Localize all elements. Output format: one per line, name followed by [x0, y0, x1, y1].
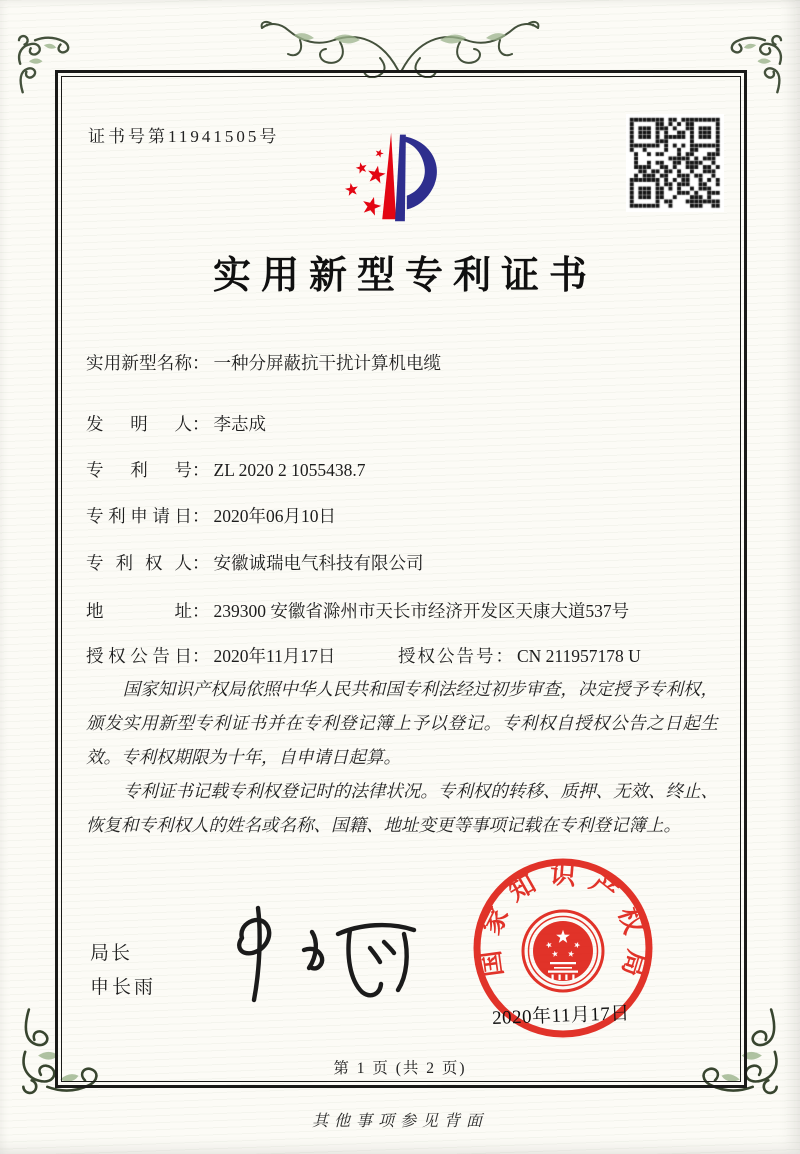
- field-value: CN 211957178 U: [517, 646, 641, 666]
- field-label: 专利申请日: [86, 506, 192, 526]
- certificate-title: 实用新型专利证书: [212, 255, 597, 297]
- field-row-patentee: [86, 550, 726, 576]
- field-label: 专利权人: [86, 553, 192, 573]
- field-value: 2020年06月10日: [213, 506, 336, 526]
- field-value: ZL 2020 2 1055438.7: [213, 460, 366, 480]
- field-colon: ：: [192, 553, 210, 573]
- field-colon: ：: [192, 646, 210, 666]
- seal-ring-text: 国家知识产权局: [474, 859, 652, 992]
- field-value: 李志成: [213, 414, 266, 434]
- seal-date: 2020年11月17日: [491, 1003, 631, 1029]
- legal-paragraph: 国家知识产权局依照中华人民共和国专利法经过初步审查，决定授予专利权，颁发实用新型专利证书并在专利登记簿上予以登记。专利权自授权公告之日起生效。专利权期限为十年，自申请日起算。: [86, 679, 718, 767]
- director-name: 申长雨: [90, 977, 157, 998]
- field-label: 实用新型名称: [86, 353, 192, 373]
- field-colon: ：: [192, 601, 210, 621]
- qr-code: [626, 114, 724, 212]
- director-title: 局长: [90, 943, 133, 964]
- field-row-application-date: [86, 503, 726, 529]
- field-colon: ：: [192, 460, 210, 480]
- field-colon: ：: [495, 646, 513, 666]
- legal-text: [86, 672, 718, 842]
- top-dragon-ornament: [255, 12, 545, 78]
- field-colon: ：: [192, 414, 210, 434]
- field-row-inventor: [86, 411, 726, 437]
- certificate-number: 证书号第11941505号: [88, 127, 280, 146]
- back-side-note: 其他事项参见背面: [311, 1113, 488, 1130]
- field-label: 地址: [86, 601, 192, 621]
- field-colon: ：: [192, 506, 210, 526]
- field-row-address: [86, 598, 726, 624]
- national-emblem-icon: [523, 911, 603, 991]
- field-row-grant-date: [86, 643, 726, 669]
- grant-publication-number: [398, 643, 641, 668]
- page-indicator: 第 1 页 (共 2 页): [333, 1060, 467, 1077]
- legal-paragraph: 专利证书记载专利权登记时的法律状况。专利权的转移、质押、无效、终止、恢复和专利权人的姓名或名称、国籍、地址变更等事项记载在专利登记簿上。: [86, 781, 718, 835]
- field-row-name: [86, 350, 726, 376]
- field-label: 发明人: [86, 414, 192, 434]
- field-value: 安徽诚瑞电气科技有限公司: [213, 553, 424, 573]
- cnipa-logo-icon: [338, 122, 456, 226]
- field-colon: ：: [192, 353, 210, 373]
- field-label: 专利号: [86, 460, 192, 480]
- field-value: 239300 安徽省滁州市天长市经济开发区天康大道537号: [213, 601, 630, 621]
- director-signature-icon: [208, 898, 428, 1006]
- field-value: 2020年11月17日: [213, 646, 336, 666]
- field-value: 一种分屏蔽抗干扰计算机电缆: [213, 353, 441, 373]
- field-row-patent-number: [86, 457, 726, 483]
- field-label: 授权公告日: [86, 646, 192, 666]
- field-label: 授权公告号: [398, 646, 496, 666]
